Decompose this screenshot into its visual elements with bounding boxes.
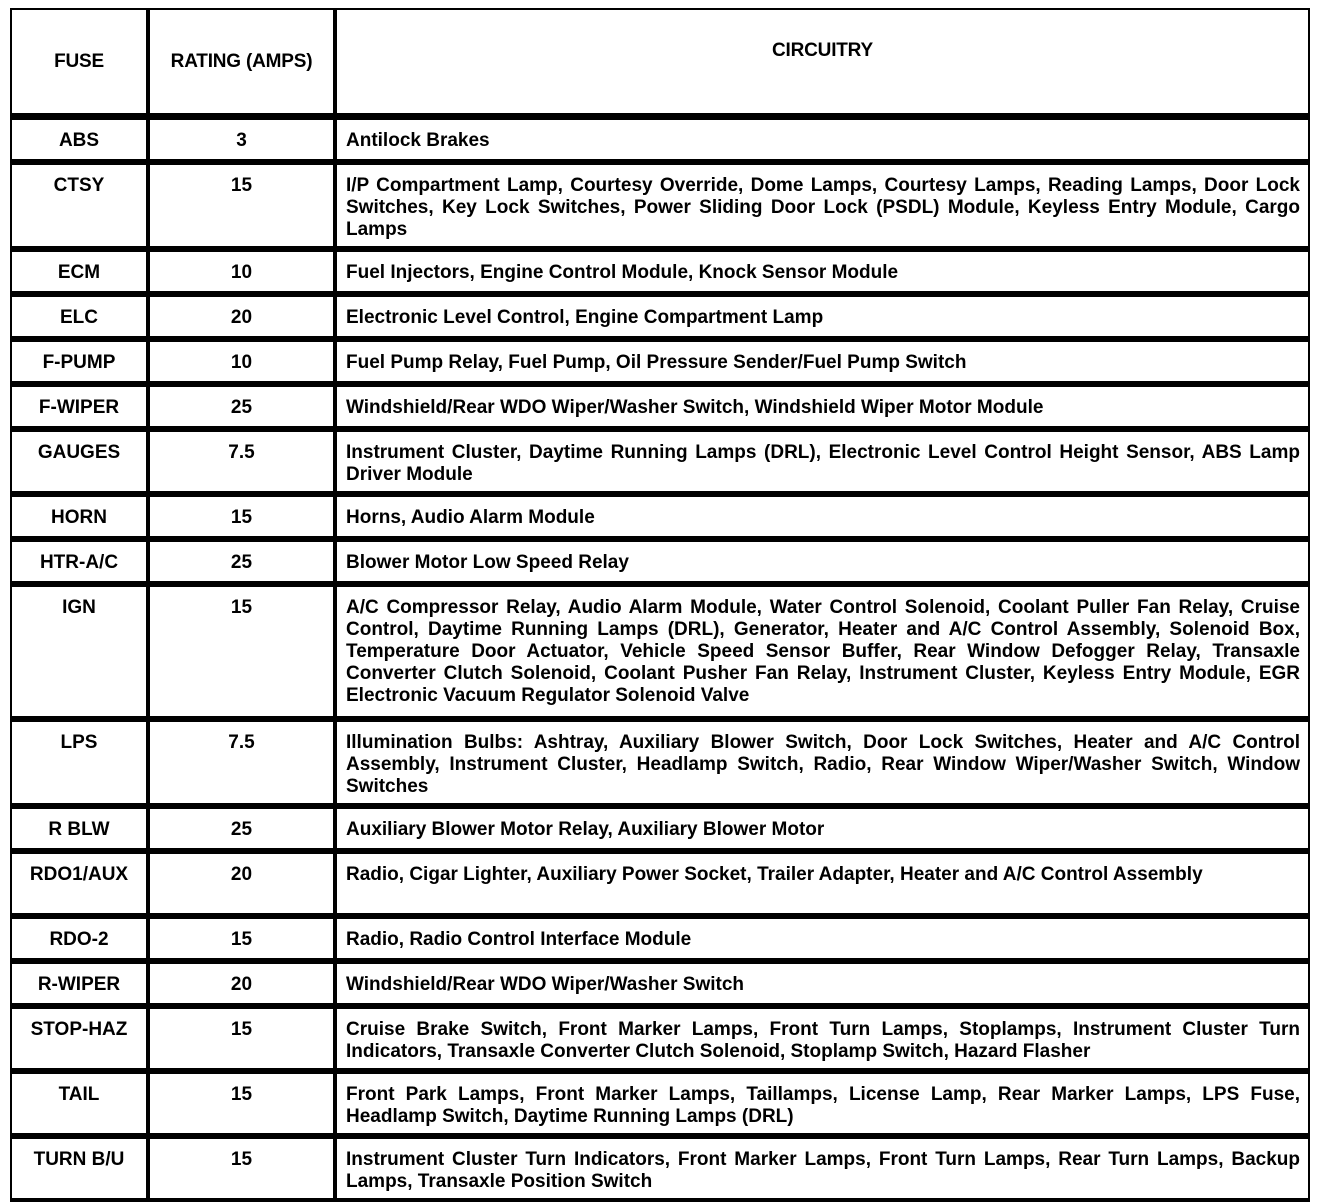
table-row [10, 540, 1310, 585]
table-row [10, 807, 1310, 852]
fuse-circuitry: Illumination Bulbs: Ashtray, Auxiliary Blower Switch, Door Lock Switches, Heater and A/C Control Assembly, Instrument Cluster, Headlamp Switch, Radio, Rear Window Wiper/Washer Switch, Window Switches [335, 720, 1310, 807]
fuse-table [10, 8, 1310, 1202]
fuse-rating: 15 [148, 163, 335, 250]
fuse-name: GAUGES [10, 430, 148, 495]
fuse-name: RDO-2 [10, 917, 148, 962]
fuse-rating: 10 [148, 340, 335, 385]
table-row [10, 1007, 1310, 1072]
fuse-rating: 7.5 [148, 430, 335, 495]
fuse-circuitry: Horns, Audio Alarm Module [335, 495, 1310, 540]
table-row [10, 720, 1310, 807]
table-row [10, 962, 1310, 1007]
fuse-name: LPS [10, 720, 148, 807]
fuse-rating: 15 [148, 1137, 335, 1202]
fuse-name: F-PUMP [10, 340, 148, 385]
fuse-name: R BLW [10, 807, 148, 852]
fuse-circuitry: Instrument Cluster, Daytime Running Lamps (DRL), Electronic Level Control Height Sensor, ABS Lamp Driver Module [335, 430, 1310, 495]
fuse-name: IGN [10, 585, 148, 720]
fuse-rating: 7.5 [148, 720, 335, 807]
fuse-name: R-WIPER [10, 962, 148, 1007]
fuse-name: RDO1/AUX [10, 852, 148, 917]
fuse-circuitry: Instrument Cluster Turn Indicators, Front Marker Lamps, Front Turn Lamps, Rear Turn Lamps, Backup Lamps, Transaxle Position Switch [335, 1137, 1310, 1202]
table-row [10, 585, 1310, 720]
fuse-circuitry: Blower Motor Low Speed Relay [335, 540, 1310, 585]
fuse-rating: 25 [148, 807, 335, 852]
table-row [10, 163, 1310, 250]
table-row [10, 852, 1310, 917]
fuse-circuitry: I/P Compartment Lamp, Courtesy Override, Dome Lamps, Courtesy Lamps, Reading Lamps, Door Lock Switches, Key Lock Switches, Power Sliding Door Lock (PSDL) Module, Keyless Entry Module, Cargo Lamps [335, 163, 1310, 250]
table-row [10, 917, 1310, 962]
fuse-circuitry: A/C Compressor Relay, Audio Alarm Module, Water Control Solenoid, Coolant Puller Fan Relay, Cruise Control, Daytime Running Lamps (DRL), Generator, Heater and A/C Control Assembly, Solenoid Box, Temperature Door Actuator, Vehicle Speed Sensor Buffer, Rear Window Defogger Relay, Transaxle Converter Clutch Solenoid, Coolant Pusher Fan Relay, Instrument Cluster, Keyless Entry Module, EGR Electronic Vacuum Regulator Solenoid Valve [335, 585, 1310, 720]
fuse-rating: 15 [148, 1072, 335, 1137]
fuse-name: TURN B/U [10, 1137, 148, 1202]
circuitry-column-header: CIRCUITRY [335, 8, 1310, 118]
fuse-rating: 20 [148, 962, 335, 1007]
fuse-circuitry: Windshield/Rear WDO Wiper/Washer Switch [335, 962, 1310, 1007]
fuse-name: ABS [10, 118, 148, 163]
fuse-name: ELC [10, 295, 148, 340]
fuse-rating: 20 [148, 295, 335, 340]
fuse-circuitry: Windshield/Rear WDO Wiper/Washer Switch, Windshield Wiper Motor Module [335, 385, 1310, 430]
fuse-circuitry: Radio, Radio Control Interface Module [335, 917, 1310, 962]
table-row [10, 385, 1310, 430]
table-row [10, 250, 1310, 295]
fuse-circuitry: Electronic Level Control, Engine Compartment Lamp [335, 295, 1310, 340]
table-row [10, 118, 1310, 163]
fuse-circuitry: Auxiliary Blower Motor Relay, Auxiliary Blower Motor [335, 807, 1310, 852]
fuse-circuitry: Cruise Brake Switch, Front Marker Lamps, Front Turn Lamps, Stoplamps, Instrument Cluster Turn Indicators, Transaxle Converter Clutch Solenoid, Stoplamp Switch, Hazard Flasher [335, 1007, 1310, 1072]
fuse-rating: 15 [148, 585, 335, 720]
fuse-name: HORN [10, 495, 148, 540]
fuse-name: TAIL [10, 1072, 148, 1137]
fuse-name: HTR-A/C [10, 540, 148, 585]
table-row [10, 295, 1310, 340]
rating-column-header: RATING (AMPS) [148, 8, 335, 118]
table-row [10, 1137, 1310, 1202]
fuse-circuitry: Fuel Pump Relay, Fuel Pump, Oil Pressure Sender/Fuel Pump Switch [335, 340, 1310, 385]
table-row [10, 340, 1310, 385]
fuse-rating: 25 [148, 540, 335, 585]
fuse-circuitry: Radio, Cigar Lighter, Auxiliary Power Socket, Trailer Adapter, Heater and A/C Control Assembly [335, 852, 1310, 917]
fuse-rating: 15 [148, 917, 335, 962]
fuse-circuitry: Front Park Lamps, Front Marker Lamps, Taillamps, License Lamp, Rear Marker Lamps, LPS Fuse, Headlamp Switch, Daytime Running Lamps (DRL) [335, 1072, 1310, 1137]
fuse-name: F-WIPER [10, 385, 148, 430]
fuse-name: ECM [10, 250, 148, 295]
fuse-name: STOP-HAZ [10, 1007, 148, 1072]
table-row [10, 495, 1310, 540]
fuse-rating: 25 [148, 385, 335, 430]
fuse-column-header: FUSE [10, 8, 148, 118]
table-row [10, 430, 1310, 495]
fuse-rating: 3 [148, 118, 335, 163]
fuse-rating: 10 [148, 250, 335, 295]
fuse-name: CTSY [10, 163, 148, 250]
fuse-circuitry: Fuel Injectors, Engine Control Module, Knock Sensor Module [335, 250, 1310, 295]
fuse-rating: 15 [148, 1007, 335, 1072]
table-row [10, 1072, 1310, 1137]
fuse-rating: 20 [148, 852, 335, 917]
fuse-rating: 15 [148, 495, 335, 540]
header-row [10, 8, 1310, 118]
fuse-circuitry: Antilock Brakes [335, 118, 1310, 163]
